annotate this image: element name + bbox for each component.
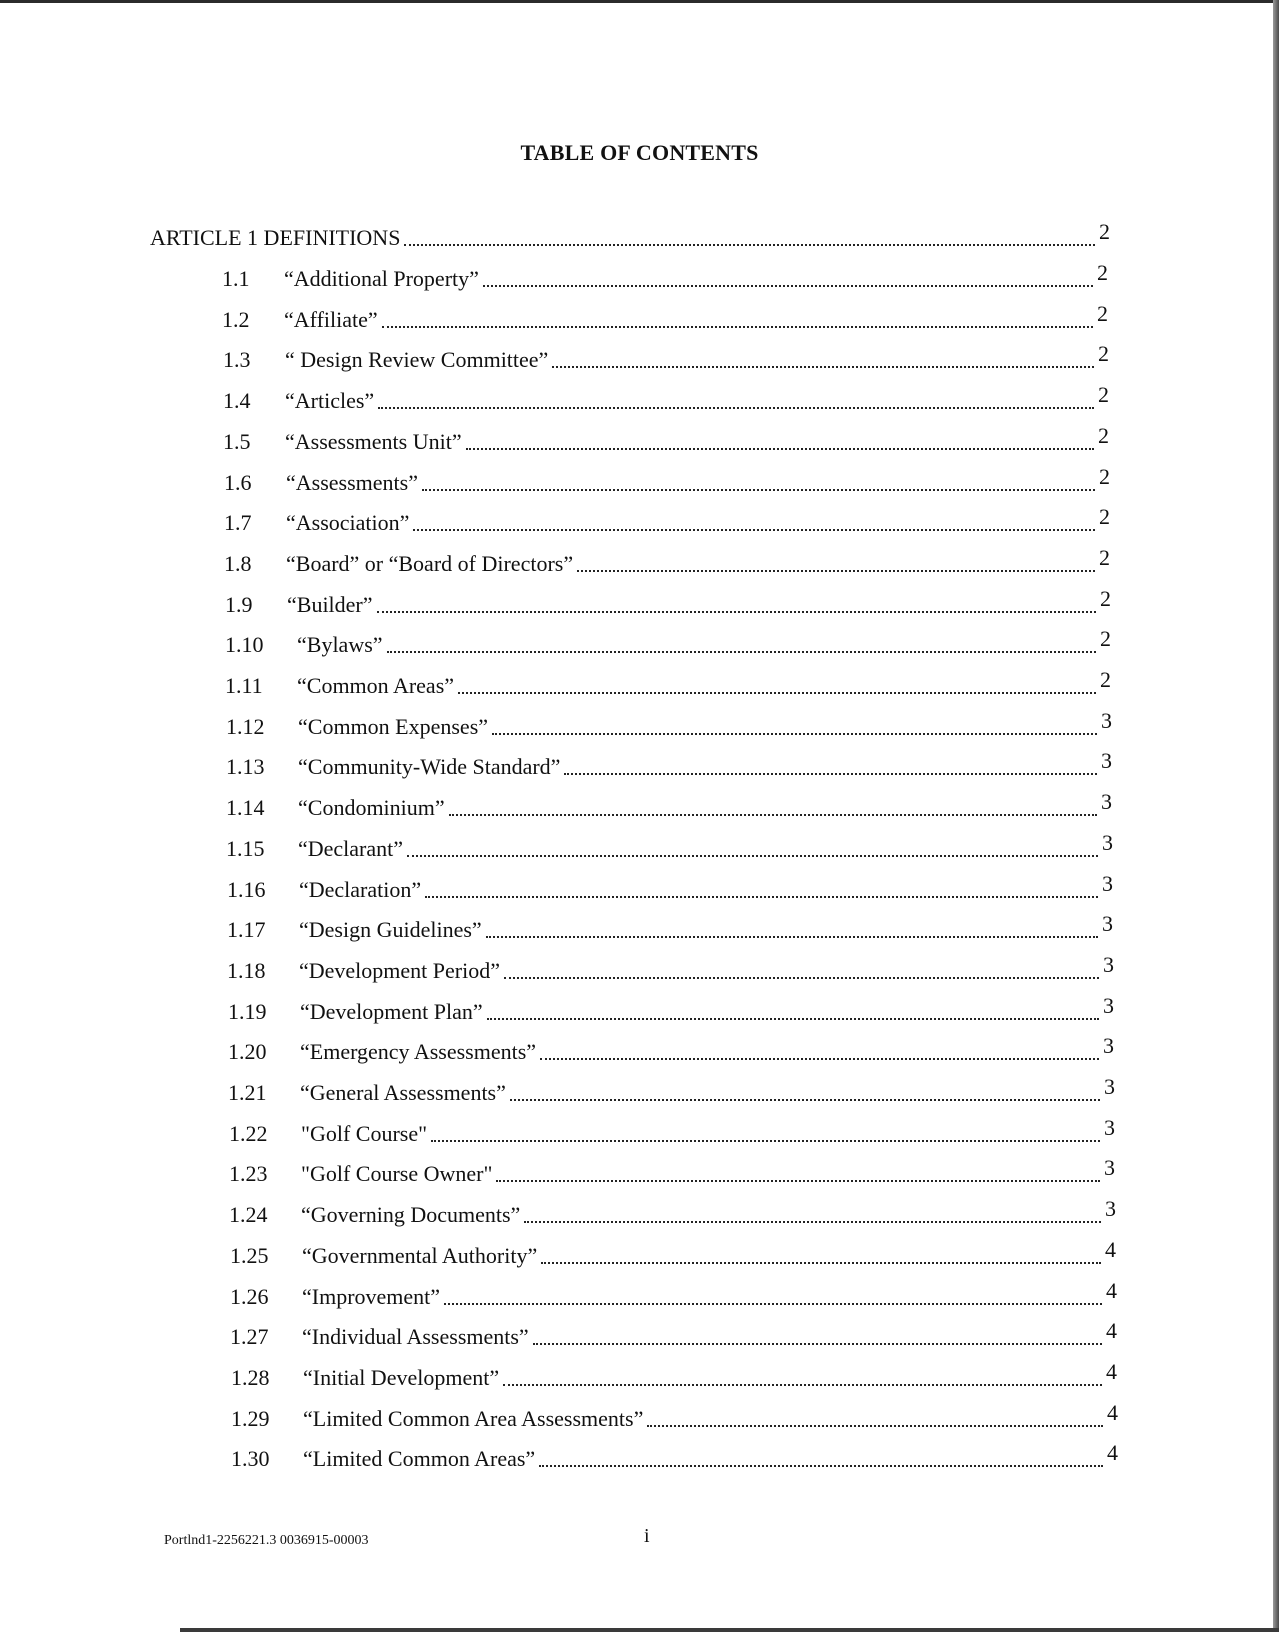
toc-entry-row[interactable]	[230, 1239, 1116, 1269]
toc-entry-row[interactable]	[223, 343, 1109, 373]
toc-entry-label: “Improvement”	[302, 1284, 441, 1309]
dot-leader	[492, 732, 1097, 735]
dot-leader	[407, 854, 1098, 857]
toc-page-number: 4	[1106, 1278, 1117, 1303]
toc-page-number: 2	[1100, 626, 1111, 651]
toc-entry-number: 1.18	[227, 958, 266, 983]
toc-page-number: 3	[1102, 871, 1113, 896]
dot-leader	[404, 243, 1095, 246]
toc-entry-label: “Individual Assessments”	[302, 1324, 529, 1349]
toc-entry-label: “Initial Development”	[303, 1365, 500, 1390]
toc-page-number: 2	[1099, 545, 1110, 570]
dot-leader	[387, 650, 1096, 653]
dot-leader	[425, 895, 1098, 898]
toc-entry-label: “Additional Property”	[284, 266, 479, 291]
toc-entry-number: 1.22	[229, 1121, 268, 1146]
toc-entry-row[interactable]	[224, 547, 1110, 577]
dot-leader	[377, 610, 1096, 613]
toc-entry-label: “Limited Common Areas”	[303, 1446, 536, 1471]
toc-entry-label: “Development Plan”	[300, 999, 483, 1024]
toc-entry-number: 1.5	[223, 429, 251, 454]
toc-entry-label: “Articles”	[285, 388, 375, 413]
toc-page-number: 2	[1097, 301, 1108, 326]
toc-entry-row[interactable]	[223, 384, 1109, 414]
toc-entry-row[interactable]	[222, 262, 1108, 292]
toc-page-number: 4	[1105, 1237, 1116, 1262]
toc-entry-number: 1.10	[225, 632, 264, 657]
page-number: i	[644, 1525, 650, 1547]
toc-entry-row[interactable]	[223, 425, 1109, 455]
toc-entry-label: “Assessments”	[286, 470, 418, 495]
page-title: TABLE OF CONTENTS	[520, 140, 759, 165]
dot-leader	[524, 1220, 1101, 1223]
toc-entry-label: “Common Areas”	[297, 673, 455, 698]
toc-entry-row[interactable]	[226, 832, 1113, 862]
toc-page-number: 2	[1098, 423, 1109, 448]
toc-page-number: 4	[1107, 1440, 1118, 1465]
toc-entry-row[interactable]	[230, 1280, 1117, 1310]
toc-entry-label: “Community-Wide Standard”	[298, 754, 561, 779]
toc-entry-number: 1.26	[230, 1284, 269, 1309]
toc-entry-row[interactable]	[227, 913, 1113, 943]
dot-leader	[552, 365, 1094, 368]
toc-entry-row[interactable]	[228, 1076, 1115, 1106]
toc-page-number: 4	[1106, 1318, 1117, 1343]
toc-page-number: 3	[1104, 1074, 1115, 1099]
toc-entry-label: "Golf Course Owner"	[301, 1161, 493, 1186]
toc-entry-row[interactable]	[225, 669, 1111, 699]
toc-entry-row[interactable]	[225, 628, 1111, 658]
toc-page-number: 4	[1106, 1359, 1117, 1384]
toc-entry-number: 1.9	[225, 592, 253, 617]
toc-entry-number: 1.21	[228, 1080, 267, 1105]
dot-leader	[486, 935, 1098, 938]
toc-entry-label: “Condominium”	[298, 795, 445, 820]
dot-leader	[444, 1302, 1102, 1305]
toc-entry-number: 1.2	[222, 307, 250, 332]
dot-leader	[458, 691, 1096, 694]
toc-entry-row[interactable]	[222, 303, 1108, 333]
toc-entry-label: “Builder”	[287, 592, 373, 617]
toc-entry-number: 1.12	[226, 714, 265, 739]
toc-entry-label: “Declaration”	[299, 877, 422, 902]
toc-page-number: 3	[1102, 911, 1113, 936]
toc-entry-row[interactable]	[226, 791, 1112, 821]
dot-leader	[378, 406, 1094, 409]
toc-page-number: 4	[1107, 1400, 1118, 1425]
toc-page-number: 2	[1099, 219, 1110, 244]
toc-page-number: 3	[1103, 1033, 1114, 1058]
toc-entry-label: “Common Expenses”	[298, 714, 489, 739]
toc-entry-number: 1.17	[227, 917, 266, 942]
toc-page-number: 3	[1101, 789, 1112, 814]
toc-page-number: 2	[1098, 341, 1109, 366]
toc-entry-label: “Association”	[286, 510, 410, 535]
toc-entry-label: “Declarant”	[298, 836, 404, 861]
toc-entry-number: 1.1	[222, 266, 250, 291]
toc-entry-label: “Emergency Assessments”	[300, 1039, 537, 1064]
toc-page-number: 2	[1100, 586, 1111, 611]
toc-entry-row[interactable]	[229, 1198, 1116, 1228]
dot-leader	[533, 1342, 1102, 1345]
dot-leader	[510, 1098, 1100, 1101]
dot-leader	[431, 1139, 1100, 1142]
toc-page-number: 3	[1104, 1155, 1115, 1180]
toc-page-number: 3	[1101, 748, 1112, 773]
toc-entry-row[interactable]	[229, 1117, 1115, 1147]
toc-entry-label: “ Design Review Committee”	[285, 347, 549, 372]
toc-entry-label: “Assessments Unit”	[285, 429, 462, 454]
toc-entry-row[interactable]	[227, 954, 1114, 984]
dot-leader	[564, 772, 1097, 775]
toc-entry-row[interactable]	[225, 588, 1111, 618]
toc-entry-row[interactable]	[231, 1442, 1118, 1472]
toc-entry-label: “Development Period”	[299, 958, 500, 983]
toc-entry-label: “Board” or “Board of Directors”	[286, 551, 574, 576]
toc-entry-label: “Bylaws”	[297, 632, 383, 657]
toc-entry-row[interactable]	[226, 710, 1112, 740]
toc-entry-label: “Design Guidelines”	[299, 917, 482, 942]
toc-entry-row[interactable]	[227, 873, 1113, 903]
toc-entry-label: “Limited Common Area Assessments”	[303, 1406, 644, 1431]
dot-leader	[449, 813, 1097, 816]
toc-page-number: 2	[1098, 382, 1109, 407]
toc-entry-row[interactable]	[224, 466, 1110, 496]
toc-entry-number: 1.30	[231, 1446, 270, 1471]
toc-page-number: 3	[1104, 1115, 1115, 1140]
toc-entry-number: 1.15	[226, 836, 265, 861]
toc-entry-number: 1.3	[223, 347, 251, 372]
dot-leader	[503, 1383, 1102, 1386]
toc-entry-row[interactable]	[230, 1320, 1117, 1350]
toc-page-number: 3	[1103, 952, 1114, 977]
toc-entry-number: 1.25	[230, 1243, 269, 1268]
toc-page-number: 3	[1101, 708, 1112, 733]
toc-entry-number: 1.4	[223, 388, 251, 413]
dot-leader	[540, 1057, 1099, 1060]
toc-entry-row[interactable]	[224, 506, 1110, 536]
toc-entry-row[interactable]	[229, 1157, 1115, 1187]
toc-entry-row[interactable]	[231, 1361, 1117, 1391]
dot-leader	[413, 528, 1095, 531]
toc-entry-number: 1.7	[224, 510, 252, 535]
document-reference: Portlnd1-2256221.3 0036915-00003	[164, 1533, 369, 1548]
dot-leader	[577, 569, 1095, 572]
toc-page-number: 2	[1099, 504, 1110, 529]
toc-entry-number: 1.11	[225, 673, 263, 698]
toc-entry-number: 1.14	[226, 795, 265, 820]
toc-entry-number: 1.13	[226, 754, 265, 779]
dot-leader	[483, 284, 1093, 287]
toc-entry-row[interactable]	[231, 1402, 1118, 1432]
toc-entry-number: 1.6	[224, 470, 252, 495]
toc-entry-number: 1.29	[231, 1406, 270, 1431]
toc-entry-label: "Golf Course"	[301, 1121, 428, 1146]
toc-entry-row[interactable]	[228, 995, 1114, 1025]
toc-page-number: 2	[1100, 667, 1111, 692]
toc-entry-label: “Affiliate”	[284, 307, 378, 332]
dot-leader	[496, 1179, 1100, 1182]
toc-entry-number: 1.16	[227, 877, 266, 902]
dot-leader	[539, 1464, 1103, 1467]
toc-entry-row[interactable]	[228, 1035, 1114, 1065]
toc-page-number: 3	[1105, 1196, 1116, 1221]
dot-leader	[466, 447, 1094, 450]
toc-entry-number: 1.20	[228, 1039, 267, 1064]
dot-leader	[422, 488, 1095, 491]
toc-entry-number: 1.27	[230, 1324, 269, 1349]
toc-page-number: 3	[1103, 993, 1114, 1018]
toc-article-label: ARTICLE 1 DEFINITIONS	[150, 225, 401, 250]
toc-entry-number: 1.23	[229, 1161, 268, 1186]
toc-entry-number: 1.24	[229, 1202, 268, 1227]
toc-entry-label: “Governmental Authority”	[302, 1243, 538, 1268]
toc-entry-number: 1.8	[224, 551, 252, 576]
dot-leader	[487, 1017, 1099, 1020]
dot-leader	[541, 1261, 1101, 1264]
dot-leader	[504, 976, 1099, 979]
dot-leader	[647, 1424, 1103, 1427]
toc-article-row[interactable]	[150, 221, 1110, 251]
toc-page-number: 2	[1099, 464, 1110, 489]
dot-leader	[382, 325, 1093, 328]
toc-entry-number: 1.19	[228, 999, 267, 1024]
toc-entry-label: “Governing Documents”	[301, 1202, 521, 1227]
toc-entry-row[interactable]	[226, 750, 1112, 780]
toc-page-number: 3	[1102, 830, 1113, 855]
toc-entry-number: 1.28	[231, 1365, 270, 1390]
toc-page-number: 2	[1097, 260, 1108, 285]
toc-entry-label: “General Assessments”	[300, 1080, 506, 1105]
